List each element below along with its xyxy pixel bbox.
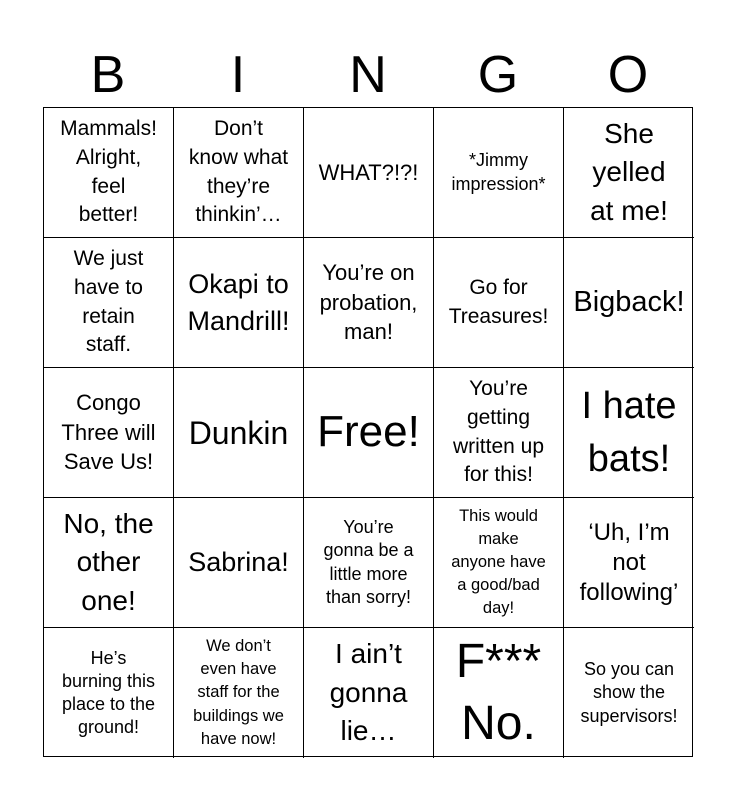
bingo-cell[interactable] (174, 368, 304, 498)
bingo-cell[interactable] (304, 368, 434, 498)
cell-text: She yelled at me! (590, 117, 668, 226)
bingo-cell[interactable] (174, 498, 304, 628)
cell-text: Bigback! (573, 285, 685, 318)
bingo-cell[interactable] (434, 628, 564, 758)
cell-text: I ain’t gonna lie… (329, 638, 408, 747)
header-letter-g: G (477, 46, 519, 104)
bingo-cell[interactable] (434, 238, 564, 368)
bingo-header (43, 44, 693, 106)
cell-text: ‘Uh, I’m not following’ (579, 518, 679, 606)
cell-text: We just have to retain staff. (73, 246, 144, 357)
cell-text: *Jimmy impression* (451, 150, 546, 194)
cell-text: So you can show the supervisors! (580, 659, 678, 726)
bingo-cell[interactable] (434, 368, 564, 498)
cell-text: You’re on probation, man! (319, 260, 418, 345)
cell-text: WHAT?!?! (318, 159, 419, 185)
cell-text: Sabrina! (188, 547, 289, 578)
bingo-cell[interactable] (564, 108, 694, 238)
bingo-cell[interactable] (304, 238, 434, 368)
cell-text: Dunkin (188, 414, 289, 451)
bingo-cell[interactable] (44, 238, 174, 368)
cell-text: He’s burning this place to the ground! (61, 647, 156, 738)
cell-text: Congo Three will Save Us! (61, 390, 156, 475)
header-letter-o: O (607, 46, 649, 104)
bingo-cell[interactable] (434, 108, 564, 238)
bingo-cell[interactable] (44, 368, 174, 498)
cell-text: You’re gonna be a little more than sorry! (323, 517, 414, 607)
bingo-cell[interactable] (564, 628, 694, 758)
cell-text: This would make anyone have a good/bad day! (451, 506, 546, 618)
bingo-cell[interactable] (564, 238, 694, 368)
bingo-cell[interactable] (304, 628, 434, 758)
cell-text: Go for Treasures! (448, 275, 549, 328)
cell-text: Don’t know what they’re thinkin’… (188, 116, 289, 227)
bingo-cell[interactable] (44, 628, 174, 758)
cell-text: We don’t even have staff for the buildings we have now! (193, 637, 284, 748)
bingo-cell[interactable] (434, 498, 564, 628)
bingo-cell[interactable] (304, 108, 434, 238)
cell-text: Mammals! Alright, feel better! (60, 116, 157, 227)
bingo-cell[interactable] (174, 108, 304, 238)
cell-text: You’re getting written up for this! (452, 376, 545, 487)
bingo-cell[interactable] (44, 498, 174, 628)
bingo-cell[interactable] (564, 368, 694, 498)
header-letter-n: N (349, 46, 387, 104)
bingo-cell[interactable] (174, 238, 304, 368)
cell-text: No, the other one! (63, 507, 154, 616)
cell-text: I hate bats! (581, 385, 677, 480)
bingo-cell[interactable] (304, 498, 434, 628)
cell-text: Free! (317, 407, 420, 457)
bingo-board (43, 107, 693, 757)
header-letter-b: B (90, 46, 126, 104)
bingo-cell[interactable] (44, 108, 174, 238)
bingo-cell[interactable] (564, 498, 694, 628)
cell-text: Okapi to Mandrill! (187, 269, 290, 336)
bingo-cell[interactable] (174, 628, 304, 758)
header-letter-i: I (230, 46, 246, 104)
cell-text: F*** No. (455, 634, 542, 750)
